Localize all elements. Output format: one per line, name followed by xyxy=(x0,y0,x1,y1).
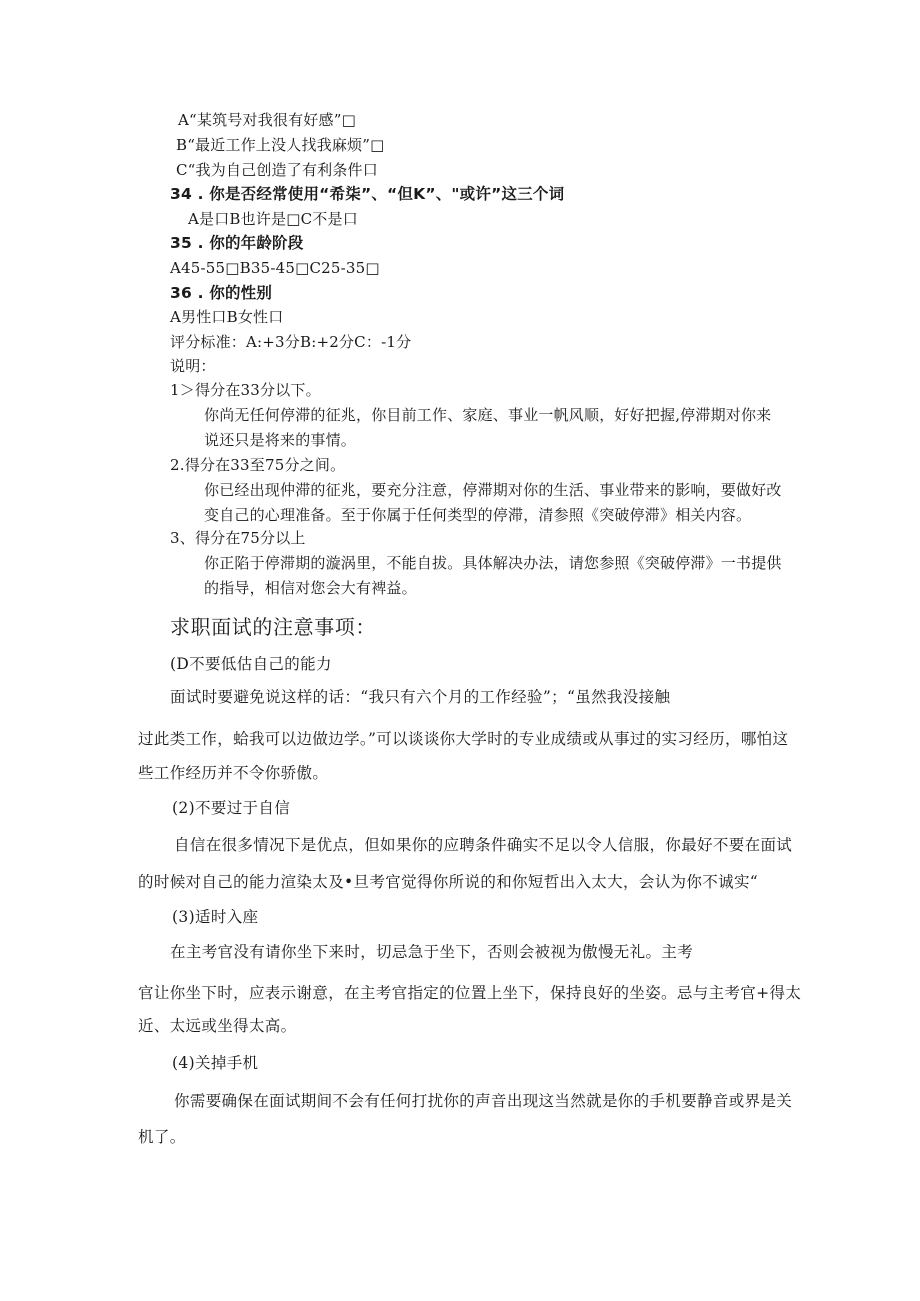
scoring-item2-line1: 你已经出现仲滞的征兆，要充分注意，停滞期对你的生活、事业带来的影响，要做好改 xyxy=(204,481,782,499)
scoring-item3-line1: 你正陷于停滞期的漩涡里，不能自拔。具体解决办法，请您参照《突破停滞》一书提供 xyxy=(204,554,782,572)
interview-section2-line2: 的时候对自己的能力渲染太及•旦考官觉得你所说的和你短哲出入太大，会认为你不诚实“ xyxy=(138,873,759,891)
interview-section3-line3: 近、太远或坐得太高。 xyxy=(138,1017,297,1035)
scoring-standard: 评分标准：A:+3分B:+2分C：-1分 xyxy=(170,333,412,351)
interview-heading: 求职面试的注意事项： xyxy=(170,615,376,639)
q34-question: 34 . 你是否经常使用“希柒”、“但K”、"或许”这三个词 xyxy=(170,185,565,203)
scoring-item2-line2: 变自己的心理准备。至于你属于任何类型的停滞，清参照《突破停滞》相关内容。 xyxy=(204,506,752,524)
interview-section3-title: (3)适时入座 xyxy=(172,908,259,926)
scoring-item2-title: 2.得分在33至75分之间。 xyxy=(170,456,346,474)
q34-options: A是口B也许是□C不是口 xyxy=(188,210,358,228)
interview-section1-line1: 面试时要避免说这样的话：“我只有六个月的工作经验”；“虽然我没接触 xyxy=(170,688,671,706)
interview-section1-title: (D不要低估自己的能力 xyxy=(170,655,332,673)
interview-section2-title: (2)不要过于自信 xyxy=(172,799,291,817)
interview-section4-line2: 机了。 xyxy=(138,1128,186,1146)
scoring-item1-line2: 说还只是将来的事情。 xyxy=(204,431,357,449)
scoring-item1-line1: 你尚无任何停滞的征兆，你目前工作、家庭、事业一帆风顺，好好把握,停滞期对你来 xyxy=(204,406,772,424)
interview-section4-line1: 你需要确保在面试期间不会有任何打扰你的声音出现这当然就是你的手机要静音或界是关 xyxy=(174,1092,793,1110)
q33-option-b: B“最近工作上没人找我麻烦”□ xyxy=(176,136,385,154)
q35-question: 35 . 你的年龄阶段 xyxy=(170,234,304,252)
scoring-item3-title: 3、得分在75分以上 xyxy=(170,529,306,547)
interview-section3-line1: 在主考官没有请你坐下来时，切忌急于坐下，否则会被视为傲慢无礼。主考 xyxy=(170,943,694,961)
q33-option-a: A“某筑号对我很有好感”□ xyxy=(178,111,356,129)
interview-section4-title: (4)关掉手机 xyxy=(172,1054,259,1072)
interview-section1-line2: 过此类工作，蛤我可以边做边学。”可以谈谈你大学时的专业成绩或从事过的实习经历，哪怕这 xyxy=(138,730,789,748)
scoring-note-label: 说明： xyxy=(170,357,216,375)
scoring-item3-line2: 的指导，相信对您会大有裨益。 xyxy=(204,579,417,597)
q36-options: A男性口B女性口 xyxy=(170,308,284,326)
q36-question: 36 . 你的性别 xyxy=(170,284,273,302)
interview-section3-line2: 官让你坐下时，应表示谢意，在主考官指定的位置上坐下，保持良好的坐姿。忌与主考官+得太 xyxy=(138,984,802,1002)
scoring-item1-title: 1＞得分在33分以下。 xyxy=(170,381,321,399)
interview-section2-line1: 自信在很多情况下是优点，但如果你的应聘条件确实不足以令人信服，你最好不要在面试 xyxy=(174,836,793,854)
q35-options: A45-55□B35-45□C25-35□ xyxy=(170,259,380,277)
interview-section1-line3: 些工作经历并不令你骄傲。 xyxy=(138,764,329,782)
q33-option-c: C“我为自己创造了有利条件口 xyxy=(176,161,378,179)
